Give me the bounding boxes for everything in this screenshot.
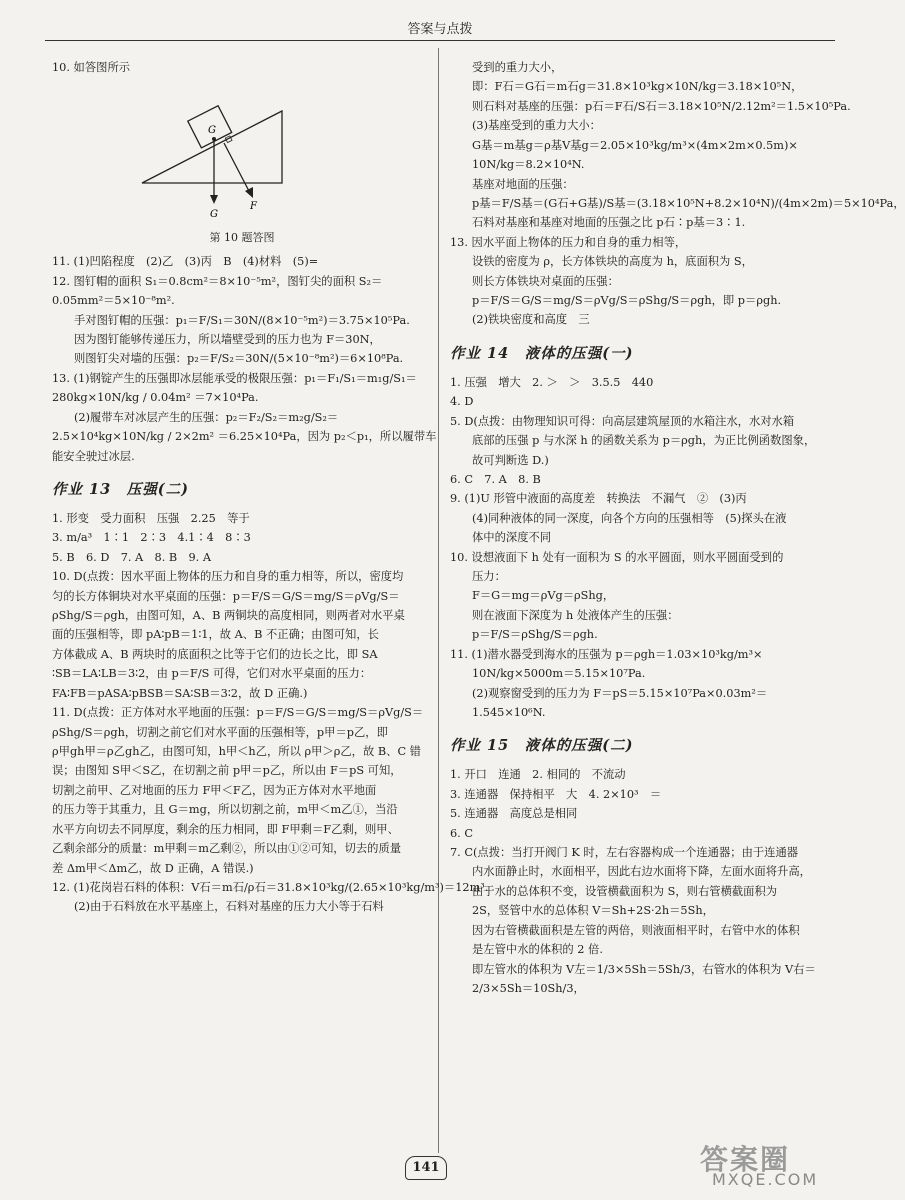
text-line: 则石料对基座的压强：p石＝F石/S石＝3.18×10⁵N/2.12m²＝1.5×10⁵Pa.	[472, 99, 851, 113]
text-line: 11. D(点拨：正方体对水平地面的压强：p＝F/S＝G/S＝mg/S＝ρVg/S＝	[52, 706, 424, 720]
text-line: 方体截成 A、B 两块时的底面积之比等于它们的边长之比，即 SA	[52, 647, 378, 661]
text-line: 是左管中水的体积的 2 倍.	[472, 943, 603, 957]
text-line: 1. 压强 增大 2. ＞ ＞ 3.5.5 440	[450, 375, 654, 389]
text-line: p基＝F/S基＝(G石+G基)/S基＝(3.18×10⁵N+8.2×10⁴N)/(4m×2m)＝5×10⁴Pa，	[472, 196, 905, 210]
text-line: 280kg×10N/kg / 0.04m² ＝7×10⁴Pa.	[52, 391, 259, 405]
text-line: 受到的重力大小，	[472, 61, 563, 74]
text-line: 切割之前甲、乙对地面的压力 F甲＜F乙，因为正方体对水平地面	[52, 783, 377, 797]
watermark-url: MXQE.COM	[712, 1170, 819, 1189]
text-line: 石料对基座和基座对地面的压强之比 p石∶p基＝3∶1.	[472, 216, 746, 230]
text-line: 1.545×10⁶N.	[472, 706, 546, 720]
text-line: ρ甲gh甲＝ρ乙gh乙，由图可知，h甲＜h乙，所以 ρ甲＞ρ乙，故 B、C 错	[52, 744, 421, 758]
g-center-label: G	[208, 125, 216, 137]
text-line: 故可判断选 D.)	[472, 453, 549, 467]
text-line: 10. 设想液面下 h 处有一面积为 S 的水平圆面，则水平圆面受到的	[450, 550, 784, 564]
incline-triangle	[142, 111, 282, 183]
text-line: 设铁的密度为 ρ，长方体铁块的高度为 h，底面积为 S，	[472, 255, 753, 269]
text-line: 差 Δm甲＜Δm乙，故 D 正确，A 错误.)	[52, 861, 254, 875]
watermark-logo: 答案圈	[700, 1143, 791, 1176]
text-line: 因为右管横截面积是左管的两倍，则液面相平时，右管中水的体积	[472, 923, 800, 937]
text-line: 乙剩余部分的质量：m甲剩＝m乙剩②，所以由①②可知，切去的质量	[52, 842, 402, 856]
text-line: ρShg/S＝ρgh，由图可知，A、B 两铜块的高度相同，则两者对水平桌	[52, 609, 405, 623]
column-divider	[438, 48, 439, 1153]
gravity-arrow-head	[210, 195, 218, 204]
text-line: 则长方体铁块对桌面的压强：	[472, 274, 619, 288]
text-line: 7. C(点拨：当打开阀门 K 时，左右容器构成一个连通器；由于连通器	[450, 846, 799, 860]
figure-caption: 第 10 题答图	[209, 231, 275, 245]
force-label: F	[250, 201, 257, 213]
text-line: 内水面静止时，水面相平，因此右边水面将下降，左面水面将升高，	[472, 865, 811, 879]
text-line: 面的压强相等，即 pA∶pB＝1∶1，故 A、B 不正确；由图可知，长	[52, 628, 379, 642]
text-line: 5. B 6. D 7. A 8. B 9. A	[52, 550, 212, 564]
text-line: 13. 因水平面上物体的压力和自身的重力相等，	[450, 235, 687, 249]
text-line: 匀的长方体铜块对水平桌面的压强：p＝F/S＝G/S＝mg/S＝ρVg/S＝	[52, 589, 400, 603]
text-line: (2)观察窗受到的压力为 F＝pS＝5.15×10⁷Pa×0.03m²＝	[472, 686, 768, 700]
text-line: 则图钉尖对墙的压强：p₂＝F/S₂＝30N/(5×10⁻⁸m²)＝6×10⁸Pa.	[74, 352, 404, 366]
text-line: 的压力等于其重力，且 G＝mg，所以切割之前，m甲＜m乙①，当沿	[52, 803, 398, 817]
text-line: 12. (1)花岗岩石料的体积：V石＝m石/ρ石＝31.8×10³kg/(2.65×10³kg/m³)＝12m³.	[52, 880, 489, 894]
text-line: 3. 连通器 保持相平 大 4. 2×10³ ＝	[450, 787, 662, 801]
header-rule	[45, 40, 835, 41]
text-line: (2)铁块密度和高度 三	[472, 313, 590, 327]
text-line: 3. m/a³ 1∶1 2∶3 4.1∶4 8∶3	[52, 531, 251, 545]
text-line: 4. D	[450, 395, 474, 409]
text-line: p＝F/S＝G/S＝mg/S＝ρVg/S＝ρShg/S＝ρgh，即 p＝ρgh.	[472, 294, 782, 308]
text-line: 由于水的总体积不变，设管横截面积为 S，则右管横截面积为	[472, 884, 778, 898]
gravity-label: G	[210, 209, 218, 221]
text-line: 11. (1)凹陷程度 (2)乙 (3)丙 B (4)材料 (5)=	[52, 255, 319, 269]
text-line: p＝F/S＝ρShg/S＝ρgh.	[472, 628, 598, 642]
running-header: 答案与点拨	[407, 22, 473, 37]
section-heading: 作业 15 液体的压强(二)	[450, 737, 634, 755]
text-line: 压力：	[472, 570, 506, 584]
incline-diagram	[52, 77, 432, 227]
text-line: G基＝m基g＝ρ基V基g＝2.05×10³kg/m³×(4m×2m×0.5m)×	[472, 138, 798, 152]
incline-figure	[52, 77, 432, 227]
text-line: 10N/kg×5000m＝5.15×10⁷Pa.	[472, 667, 646, 681]
text-line: 1. 开口 连通 2. 相同的 不流动	[450, 768, 626, 782]
text-line: (2)履带车对冰层产生的压强：p₂＝F₂/S₂＝m₂g/S₂＝	[74, 410, 339, 424]
text-line: F＝G＝mg＝ρVg＝ρShg，	[472, 589, 615, 603]
force-arrow	[224, 143, 250, 193]
text-line: 6. C	[450, 826, 474, 840]
text-line: 2.5×10⁴kg×10N/kg / 2×2m² ＝6.25×10⁴Pa，因为 p₂＜p₁，所以履带车	[52, 430, 437, 444]
section-heading: 作业 13 压强(二)	[52, 480, 189, 498]
text-line: ∶SB＝LA∶LB＝3∶2，由 p＝F/S 可得，它们对水平桌面的压力：	[52, 667, 372, 681]
text-line: 10. 如答图所示	[52, 61, 131, 74]
text-line: 水平方向切去不同厚度，剩余的压力相同，即 F甲剩＝F乙剩，则甲、	[52, 822, 399, 836]
text-line: 6. C 7. A 8. B	[450, 472, 541, 486]
text-line: 底部的压强 p 与水深 h 的函数关系为 p＝ρgh，为正比例函数图象，	[472, 434, 816, 448]
text-line: 误；由图知 S甲＜S乙，在切割之前 p甲＝p乙，所以由 F＝pS 可知，	[52, 764, 402, 778]
text-line: 手对图钉帽的压强：p₁＝F/S₁＝30N/(8×10⁻⁵m²)＝3.75×10⁵Pa.	[74, 313, 410, 327]
right-column	[450, 58, 905, 998]
text-line: FA∶FB＝pASA∶pBSB＝SA∶SB＝3∶2，故 D 正确.)	[52, 686, 308, 700]
text-line: 2S，竖管中水的总体积 V＝Sh+2S·2h＝5Sh，	[472, 904, 714, 918]
text-line: 因为图钉能够传递压力，所以墙壁受到的压力也为 F＝30N，	[74, 333, 381, 347]
section-heading: 作业 14 液体的压强(一)	[450, 344, 634, 362]
text-line: 即：F石＝G石＝m石g＝31.8×10³kg×10N/kg＝3.18×10⁵N，	[472, 80, 803, 94]
text-line: (4)同种液体的同一深度，向各个方向的压强相等 (5)探头在液	[472, 511, 787, 525]
text-line: 即左管水的体积为 V左＝1/3×5Sh＝5Sh/3，右管水的体积为 V右＝	[472, 962, 816, 976]
text-line: 10N/kg＝8.2×10⁴N.	[472, 158, 585, 172]
text-line: (3)基座受到的重力大小：	[472, 119, 601, 133]
text-line: 2/3×5Sh＝10Sh/3，	[472, 982, 585, 996]
text-line: 9. (1)U 形管中液面的高度差 转换法 不漏气 ② (3)丙	[450, 492, 747, 506]
force-arrow-head	[245, 187, 253, 198]
text-line: ρShg/S＝ρgh，切割之前它们对水平面的压强相等，p甲＝p乙，即	[52, 725, 388, 739]
text-line: 11. (1)潜水器受到海水的压强为 p＝ρgh＝1.03×10³kg/m³×	[450, 647, 763, 661]
text-line: 基座对地面的压强：	[472, 177, 574, 191]
text-line: 13. (1)钢锭产生的压强即冰层能承受的极限压强：p₁＝F₁/S₁＝m₁g/S₁＝	[52, 371, 417, 385]
text-line: 12. 图钉帽的面积 S₁＝0.8cm²＝8×10⁻⁵m²，图钉尖的面积 S₂＝	[52, 274, 383, 288]
page-number: 141	[405, 1156, 447, 1180]
text-line: 10. D(点拨：因水平面上物体的压力和自身的重力相等，所以，密度均	[52, 570, 404, 584]
text-line: 体中的深度不同	[472, 531, 552, 545]
text-line: 5. 连通器 高度总是相同	[450, 807, 578, 821]
text-line: 1. 形变 受力面积 压强 2.25 等于	[52, 511, 250, 525]
text-line: (2)由于石料放在水平基座上，石料对基座的压力大小等于石料	[74, 900, 384, 914]
text-line: 则在液面下深度为 h 处液体产生的压强：	[472, 608, 679, 622]
text-line: 能安全驶过冰层.	[52, 449, 135, 463]
text-line: 0.05mm²＝5×10⁻⁸m².	[52, 294, 175, 308]
text-line: 5. D(点拨：由物理知识可得：向高层建筑屋顶的水箱注水，水对水箱	[450, 414, 795, 428]
